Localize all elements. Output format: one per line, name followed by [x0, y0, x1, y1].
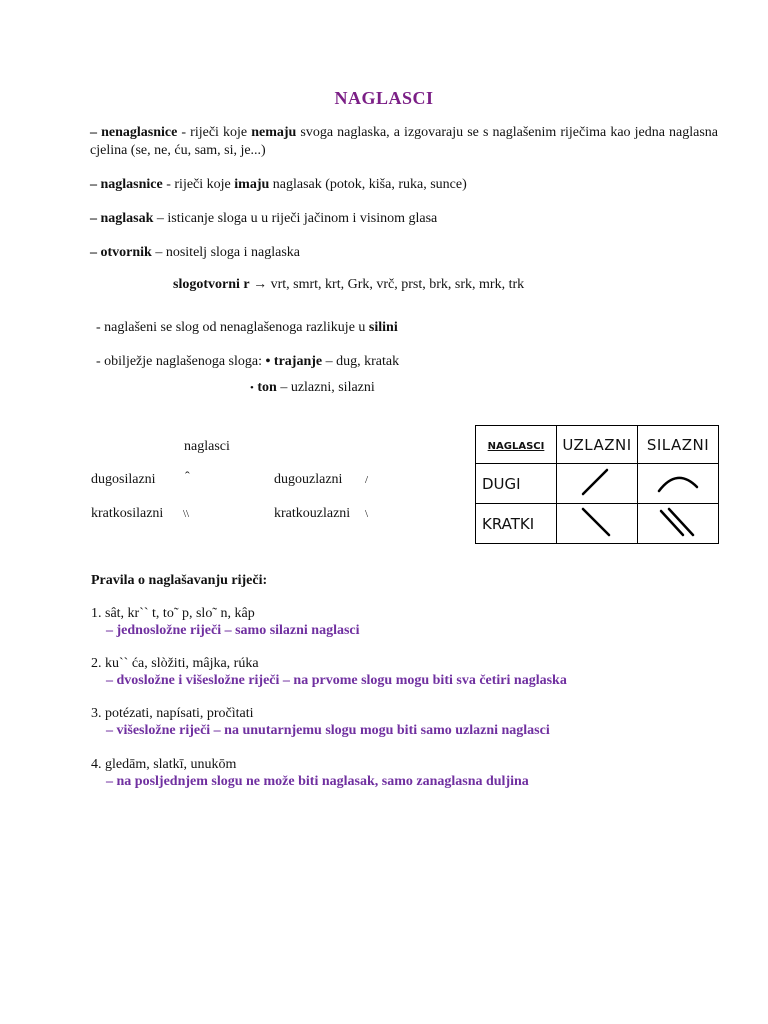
accent-dugouzlazni: dugouzlazni — [274, 472, 343, 487]
definition-otvornik — [90, 244, 718, 262]
definition-text: svoga naglaska, a izgovaraju se s naglašenim riječima kao jedna naglasna cjelina (se, ne, ću, sam, si, je...) — [90, 125, 719, 158]
long-rising-mark-icon — [577, 466, 617, 498]
long-falling-mark-icon — [653, 467, 703, 497]
accent-kratkouzlazni: kratkouzlazni — [274, 506, 351, 521]
table-corner-cell — [476, 426, 557, 464]
cell-dugouzlazni-mark — [557, 464, 638, 504]
term-slogotvorni: slogotvorni r — [173, 277, 250, 292]
cell-kratkouzlazni-mark — [557, 504, 638, 544]
slogotvorni-line — [173, 277, 524, 293]
rule-4-text: – na posljednjem slogu ne može biti naglasak, samo zanaglasna duljina — [106, 774, 529, 789]
keyword-nemaju: nemaju — [251, 125, 297, 140]
definition-text: - riječi koje — [162, 177, 235, 192]
dash: – — [90, 177, 97, 192]
note-text: – dug, kratak — [322, 354, 400, 369]
definition-text: naglasak (potok, kiša, ruka, sunce) — [269, 177, 467, 192]
accents-heading: naglasci — [184, 439, 230, 454]
dash: – — [90, 245, 97, 260]
row-dugi-label: DUGI — [482, 474, 521, 493]
note-text: - obilježje naglašenoga sloga: — [96, 354, 266, 369]
accent-dugosilazni-sign: ˆ — [185, 470, 190, 485]
term-nenaglasnice: nenaglasnice — [101, 125, 178, 140]
rule-3-text: – višesložne riječi – na unutarnjemu slogu mogu biti samo uzlazni naglasci — [106, 723, 550, 738]
dash: – — [90, 211, 97, 226]
dash: – — [90, 125, 97, 140]
accents-table — [475, 425, 719, 544]
note-obiljezje — [96, 354, 399, 370]
rules-heading-text: Pravila o naglašavanju riječi: — [91, 573, 268, 588]
accent-dugouzlazni-sign: / — [365, 474, 369, 486]
cell-kratkosilazni-mark — [638, 504, 719, 544]
note-silini — [96, 320, 398, 336]
note-ton — [250, 380, 375, 396]
table-header-silazni — [638, 426, 719, 464]
rule-2-text: – dvosložne i višesložne riječi – na prvome slogu mogu biti sva četiri naglaska — [106, 673, 567, 688]
rule-4-example: 4. gledām, slatkī, unukōm — [91, 757, 237, 772]
definition-text: – isticanje sloga u u riječi jačinom i visinom glasa — [153, 211, 438, 226]
term-otvornik: otvornik — [100, 245, 152, 260]
row-kratki-label: KRATKI — [482, 514, 535, 533]
table-header-uzlazni — [557, 426, 638, 464]
arrow: → — [249, 277, 271, 292]
rules-heading — [91, 573, 267, 589]
note-text: – uzlazni, silazni — [276, 380, 375, 395]
short-falling-mark-icon — [653, 505, 703, 539]
examples: vrt, smrt, krt, Grk, vrč, prst, brk, srk, mrk, trk — [270, 277, 525, 292]
accent-kratkouzlazni-sign: \ — [365, 508, 369, 520]
table-row-dugi — [476, 464, 557, 504]
table-row-kratki — [476, 504, 557, 544]
definition-naglasak — [90, 210, 718, 228]
cell-dugosilazni-mark — [638, 464, 719, 504]
header-silazni-label: SILAZNI — [646, 435, 710, 454]
bullet: • — [250, 382, 254, 394]
definition-text: – nositelj sloga i naglaska — [151, 245, 300, 260]
page-title: NAGLASCI — [334, 88, 434, 108]
keyword-ton: ton — [257, 380, 277, 395]
keyword-trajanje: trajanje — [273, 354, 323, 369]
rule-3-example: 3. potézati, napísati, pročìtati — [91, 706, 254, 721]
accent-kratkosilazni-sign: \\ — [183, 508, 190, 520]
rule-1-example: 1. sât, kr`` t, to˜ p, slo˜ n, kâp — [91, 606, 255, 621]
rule-1-text: – jednosložne riječi – samo silazni naglasci — [106, 623, 360, 638]
note-text: - naglašeni se slog od nenaglašenoga razlikuje u — [96, 320, 369, 335]
table-corner-label: NAGLASCI — [487, 440, 545, 452]
accent-kratkosilazni: kratkosilazni — [91, 506, 164, 521]
keyword-silini: silini — [368, 320, 398, 335]
term-naglasak: naglasak — [100, 211, 154, 226]
short-rising-mark-icon — [577, 505, 617, 539]
definition-naglasnice — [90, 176, 718, 194]
header-uzlazni-label: UZLAZNI — [562, 435, 632, 454]
keyword-imaju: imaju — [234, 177, 270, 192]
accent-dugosilazni: dugosilazni — [91, 472, 156, 487]
bullet: • — [265, 354, 271, 369]
definition-text: - riječi koje — [177, 125, 252, 140]
term-naglasnice: naglasnice — [100, 177, 163, 192]
rule-2-example: 2. ku`` ća, slòžiti, mâjka, rúka — [91, 656, 259, 671]
definition-nenaglasnice — [90, 124, 718, 160]
